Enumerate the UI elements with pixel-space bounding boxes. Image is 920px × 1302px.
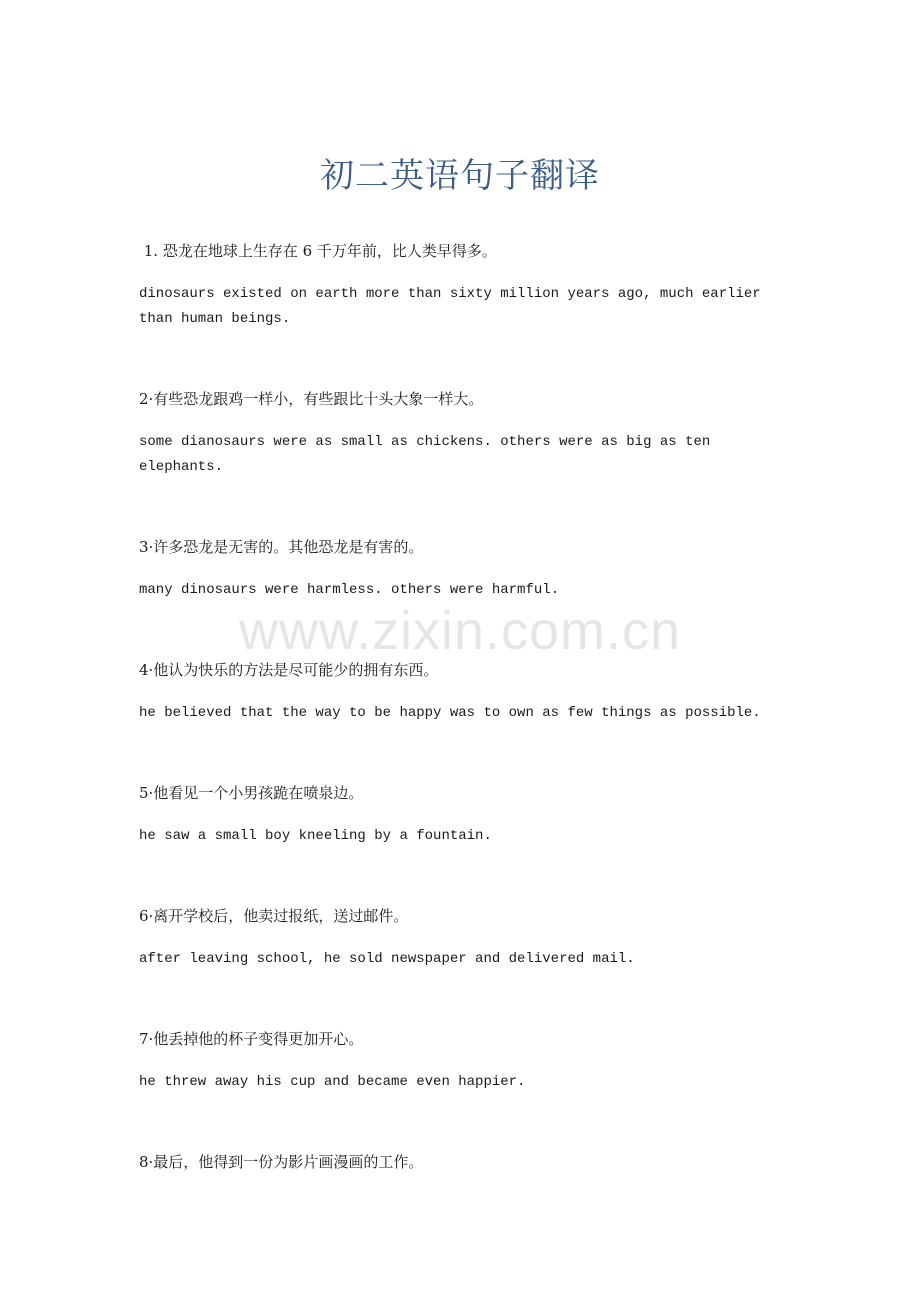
chinese-sentence: 4·他认为快乐的方法是尽可能少的拥有东西。 — [139, 661, 439, 679]
chinese-sentence: 8·最后，他得到一份为影片画漫画的工作。 — [139, 1153, 424, 1171]
sentence-item-3 — [139, 536, 789, 603]
sentence-item-1 — [139, 240, 789, 332]
sentence-item-7 — [139, 1028, 789, 1095]
chinese-sentence: 2·有些恐龙跟鸡一样小，有些跟比十头大象一样大。 — [139, 390, 484, 408]
chinese-sentence: 7·他丢掉他的杯子变得更加开心。 — [139, 1030, 364, 1048]
english-translation: he threw away his cup and became even happier. — [139, 1074, 526, 1090]
english-translation: dinosaurs existed on earth more than sixty million years ago, much earlier than human beings. — [139, 286, 761, 327]
english-translation: after leaving school, he sold newspaper and delivered mail. — [139, 951, 635, 967]
english-translation: he saw a small boy kneeling by a fountain. — [139, 828, 492, 844]
page-title: 初二英语句子翻译 — [320, 156, 600, 196]
sentence-item-5 — [139, 782, 789, 849]
chinese-sentence: 1. 恐龙在地球上生存在 6 千万年前，比人类早得多。 — [139, 242, 497, 260]
sentence-item-6 — [139, 905, 789, 972]
chinese-sentence: 6·离开学校后，他卖过报纸，送过邮件。 — [139, 907, 409, 925]
sentence-item-8 — [139, 1151, 789, 1173]
watermark: www.zixin.com.cn — [238, 601, 682, 661]
sentence-item-2 — [139, 388, 789, 480]
english-translation: many dinosaurs were harmless. others were harmful. — [139, 582, 560, 598]
english-translation: he believed that the way to be happy was to own as few things as possible. — [139, 705, 761, 721]
english-translation: some dianosaurs were as small as chickens. others were as big as ten elephants. — [139, 434, 711, 475]
chinese-sentence: 5·他看见一个小男孩跪在喷泉边。 — [139, 784, 364, 802]
chinese-sentence: 3·许多恐龙是无害的。其他恐龙是有害的。 — [139, 538, 424, 556]
sentence-item-4 — [139, 659, 789, 726]
